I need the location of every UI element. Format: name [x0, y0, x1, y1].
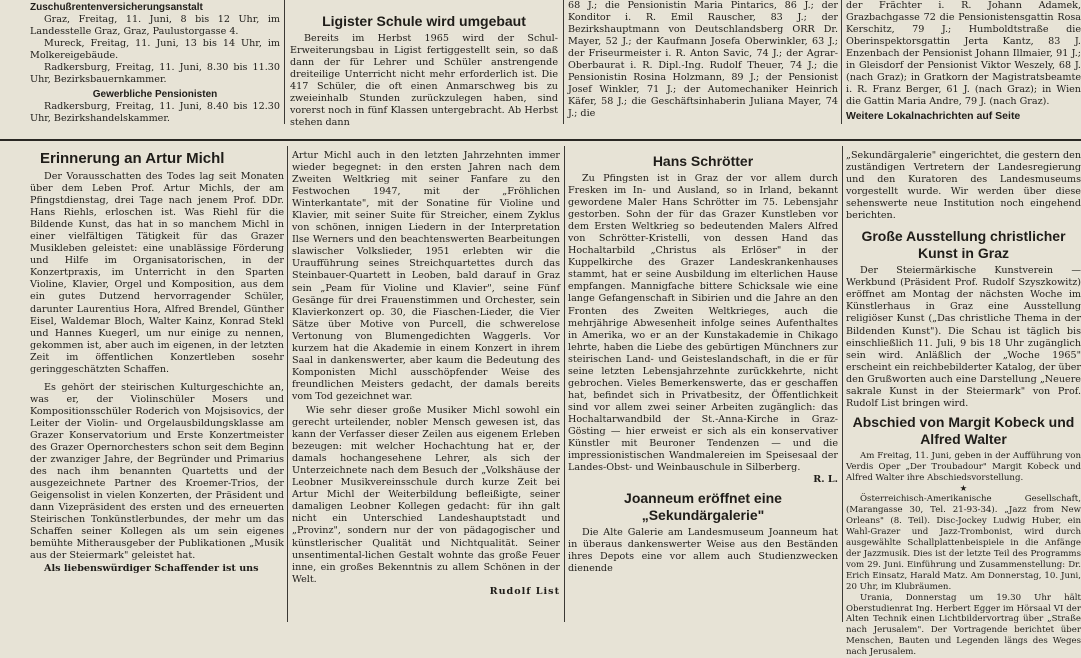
article-text: Artur Michl auch in den letzten Jahrzehnten immer wieder begegnet: in den ersten Jahren nach dem Zweiten Weltkrieg mit seiner Fanfare zu den Festwochen 1947, mit der „Fröhlichen Winterkantate", mit der Sonatine für Violine und Klavier, mit seiner Suite für Streicher, einem Zyklus von schönen, innigen Liedern in der Interpretation Ilse Werners und den beachtenswerten Bearbeitungen slawischer Volkslieder, 1951 erlebten wir die Uraufführung seines Streichquartettes durch das Steinbauer-Quartett in Leoben, bald darauf in Graz sein „Peam für Violine und Klavier", seine Fünf Gesänge für drei Frauenstimmen und Orchester, sein Klavierkonzert op. 30, die Fiaschen-Lieder, die Vier Sätze über Motive von Purcell, die schwerelose Vertonung von Blumengedichten Waggerls. Vor kurzem hat die Akademie in einem Konzert in ihrem Saal in dankenswerter, aber kaum die Bedeutung des Komponisten Michl ausschöpfender Weise des freundlichen Meisters gedacht, der damals bereits vom Tod gezeichnet war.: [292, 150, 560, 402]
article-text: der Frächter i. R. Johann Adamek, Grazbachgasse 72 die Pensionistensgattin Rosa Kerschitz, 79 J.; Humboldtstraße die Oberinspektorsgattin Jerta Kantz, 83 J. Enzenbach der Pensionist Johann Illmaier, 91 J.; in Gleisdorf der Pensionist Viktor Weszely, 68 J. (nach Graz); in Gratkorn der Magistratsbeamte i. R. Franz Berger, 61 J. (nach Graz); in Wien die Gattin Maria Andre, 79 J. (nach Graz).: [846, 0, 1081, 108]
top-column-4: [846, 0, 1081, 125]
article-text: Zu Pfingsten ist in Graz der vor allem durch Fresken im In- und Ausland, so in Irland, bekannt gewordene Maler Hans Schrötter im 75. Lebensjahr gestorben. Sohn der für das Grazer Kunstleben vor dem Ersten Weltkrieg so bedeutenden Malers Alfred von Schrötter-Kristelli, von dessen Hand das Hochaltarbild „Christus als Erlöser" in der Kuppelkirche des Grazer Landeskrankenhauses stammt, hat er seine Ausbildung im elterlichen Hause empfangen. Mannigfache bittere Schicksale wie eine lange Gefangenschaft in Sibirien und die Jahre an den Fronten des Zweiten Weltkrieges, auch die mehrjährige Abwesenheit infolge seines Aufenthaltes in Amerika, wo er an der Kunstakademie in Chikago lehrte, haben die Liebe des gebürtigen Münchners zur steirischen Land- und Geisteslandschaft, in die er für seine letzten Lebensjahrzehnte zurückkehrte, nicht gebrochen. Vieles Bemerkenswerte, das er geschaffen hat, befindet sich in Privatbesitz, der Öffentlichkeit sind vor allem zwei seiner Arbeiten zugänglich: das Hochaltarwandbild der St.-Anna-Kirche in Graz-Gösting — hier erweist er sich als ein konservativer Künstler mit Beuroner Tendenzen — und die impressionistischen Wandmalereien im Speisesaal der Landes-Obst- und Weinbauschule in Silberberg.: [568, 173, 838, 474]
heading-ausstellung: Große Ausstellung christlicher Kunst in Graz: [861, 228, 1066, 262]
article-text: „Sekundärgalerie" eingerichtet, die gestern den zuständigen Vertretern der Landesregierung und den Kuratoren des Landesmuseums vorgestellt wurde. Wir werden über diese sehenswerte neue Institution noch eingehend berichten.: [846, 150, 1081, 222]
schroetter-column: [568, 144, 838, 622]
article-text: Bereits im Herbst 1965 wird der Schul-Erweiterungsbau in Ligist fertiggestellt sein, so daß dann der für Lehrer und Schüler anstrengende dreiteilige Unterricht nicht mehr erforderlich ist. Die 417 Schüler, die oft einen Anmarschweg bis zu zweieinhalb Stunden zurückzulegen haben, sind vorerst noch in fünf Klassen untergebracht. Ab Herbst stehen dann: [290, 33, 558, 129]
column-divider: [287, 146, 288, 622]
heading-pensionisten: Gewerbliche Pensionisten: [92, 89, 218, 101]
notice-line: Radkersburg, Freitag, 11. Juni, 8.30 bis 11.30 Uhr, Bezirksbauernkammer.: [30, 62, 280, 86]
author-signature: R. L.: [813, 474, 838, 486]
more-local-news: Weitere Lokalnachrichten auf Seite: [846, 110, 1021, 123]
heading-michl: Erinnerung an Artur Michl: [40, 150, 225, 167]
heading-joanneum: Joanneum eröffnet eine „Sekundärgalerie": [624, 490, 782, 524]
section-divider: [0, 139, 1081, 141]
heading-abschied: Abschied von Margit Kobeck und Alfred Walter: [852, 413, 1075, 447]
article-text: Es gehört der steirischen Kulturgeschichte an, was er, der Violinschüler Mosers und Kompositionsschüler Roderich von Mojsisovics, der Leiter der Violin- und Orgelausbildungsklasse am Grazer Konservatorium und Erste Konzertmeister des Grazer Opernorchesters schon seit dem Beginn der zwanziger Jahre, der Begründer und Primarius des nach ihm benannten Quartetts und der ausgezeichnete Partner des Kroemer-Trios, der Geigensolist in vielen Konzerten, der Präsident und dann Vizepräsident des ersten und des erneuerten Steirischen Tonkünstlerbundes, der mehr um das Schaffen seiner Kollegen als um sein eigenes bemühte Mitherausgeber der Publikationen „Musik aus der Steiermark" geleistet hat.: [30, 381, 284, 562]
top-column-2: [290, 0, 558, 129]
heading-zuschuss: Zuschußrentenversicherungsanstalt: [30, 2, 203, 13]
michl-column: [30, 144, 284, 622]
column-divider: [563, 0, 564, 124]
article-text: Der Steiermärkische Kunstverein — Werkbund (Präsident Prof. Rudolf Szyszkowitz) eröffnet am Montag der nächsten Woche im Künstlerhaus in Graz eine Ausstellung religiöser Kunst („Das christliche Thema in der Bildenden Kunst"). Die Schau ist täglich bis einschließlich 11. Juli, 9 bis 18 Uhr zugänglich sein wird. Anläßlich der „Woche 1965" erscheint ein reichbebilderter Katalog, der über den Grußworten auch eine Darstellung „Neuere sakrale Kunst in der Steiermark" von Prof. Rudolf List bringen wird.: [846, 265, 1081, 409]
article-text: Die Alte Galerie am Landesmuseum Joanneum hat in überaus dankenswerter Weise aus den Beständen ihres Depots eine vor allem auch Studienzwecken dienende: [568, 527, 838, 575]
column-divider: [284, 0, 285, 124]
column-divider: [564, 146, 565, 622]
article-text: 68 J.; die Pensionistin Maria Pintarics, 86 J.; der Konditor i. R. Emil Rauscher, 83 J.; der Bezirkshauptmann von Deutschlandsberg ORR Dr. Mayer, 52 J.; der Kaufmann Josefa Oberwinkler, 63 J.; der Friseurmeister i. R. Anton Savic, 74 J.; der Agrar-Oberbaurat i. R. Dipl.-Ing. Rudolf Theuer, 74 J.; die Pensionistin Rosina Holzmann, 89 J.; der Pensionist Josef Winkler, 71 J.; der Automechaniker Heinrich Käfer, 58 J.; die Geschäftsinhaberin Juliana Mayer, 74 J.; die: [568, 0, 838, 120]
notice-line: Graz, Freitag, 11. Juni, 8 bis 12 Uhr, im Landesstelle Graz, Graz, Paulustorgasse 4.: [30, 14, 280, 38]
event-notice: Urania, Donnerstag um 19.30 Uhr hält Oberstudienrat Ing. Herbert Egger im Hörsaal VI der Alten Technik einen Lichtbildervortrag über „Straße nach Jerusalem". Der Vortragende berichtet über Menschen, Bauten und Legenden längs des Weges nach Jerusalem.: [846, 592, 1081, 658]
heading-ligister: Ligister Schule wird umgebaut: [322, 13, 526, 29]
column-divider: [841, 0, 842, 124]
article-text: Als liebenswürdiger Schaffender ist uns: [44, 562, 259, 574]
notice-line: Radkersburg, Freitag, 11. Juni, 8.40 bis 12.30 Uhr, Bezirkshandelskammer.: [30, 101, 280, 125]
event-notice: Österreichisch-Amerikanische Gesellschaft, (Marangasse 30, Tel. 21-93-34). „Jazz from New Orleans" (8. Teil). Disc-Jockey Ludwig Huber, ein Wahl-Grazer und Jazz-Trombonist, wird durch ausgewählte Schallplattenbeispiele in die Anfänge der Jazzmusik. Dies ist der letzte Teil des Programms vom 29. Juni. Einführung und Zusammenstellung: Dr. Erich Einsatz, Harald Matz. Am Donnerstag, 10. Juni, 20 Uhr, im Klubräumen.: [846, 494, 1081, 592]
author-signature: Rudolf List: [489, 585, 560, 597]
star-separator: ★: [959, 483, 968, 494]
column-divider: [842, 146, 843, 622]
top-column-3: [568, 0, 838, 125]
top-column-1: [30, 0, 280, 125]
right-column: [846, 144, 1081, 658]
notice-line: Mureck, Freitag, 11. Juni, 13 bis 14 Uhr, im Molkereigebäude.: [30, 38, 280, 62]
michl-continued-column: [292, 144, 560, 622]
heading-schroetter: Hans Schrötter: [652, 153, 754, 169]
article-text: Der Vorausschatten des Todes lag seit Monaten über dem Leben Prof. Artur Michls, der am Pfingstdienstag, drei Tage nach jenem Prof. DDr. Hans Riehls, erloschen ist. Was Riehl für die Bildende Kunst, das hat in so manchem Michl in einer vielfältigen Tätigkeit für das Grazer Musikleben geleistet: eine unablässige Förderung und Hilfe im Organisatorischen, in der Konzertpraxis, im Unterricht in den Sparten Violine, Klavier, Orgel und Komposition, aus dem ein gutes Dutzend hervorragender Schüler, darunter Laurentius Hora, Alfred Brendel, Günther Eisel, Waldemar Bloch, Walter Kainz, Konrad Stekl und Hannes Kuegerl, um nur einige zu nennen, gekommen ist, aber auch im eigenen, in der letzten Zeit im öffentlichen Konzertleben sosehr geringgeschätzten Schaffen.: [30, 171, 284, 375]
article-text: Am Freitag, 11. Juni, geben in der Aufführung von Verdis Oper „Der Troubadour" Margit Kobeck und Alfred Walter ihre Abschiedsvorstellung.: [846, 450, 1081, 483]
article-text: Wie sehr dieser große Musiker Michl sowohl ein gerecht urteilender, nobler Mensch gewesen ist, das kann der Verfasser dieser Zeilen aus eigenem Erleben bezeugen: mit welcher Hochachtung hat er, der damals hochangesehene Lehrer, als sich der Unterzeichnete nach dem Besuch der „Volkshäuse der Leobner Musikvereinsschule durch kurze Zeit bei Artur Michl der Weiterbildung befleißigte, seiner damaligen Leobner Kollegen gedacht: für ihn galt nicht ein Unterschied Landeshauptstadt und „Provinz", sondern nur der von pädagogischer und künstlerischer Qualität und Nichtqualität. Seiner unsentimental-lichen Gestalt wohnte das große Feuer inne, ein großes Bekenntnis zu allem Schönen in der Welt.: [292, 404, 560, 585]
